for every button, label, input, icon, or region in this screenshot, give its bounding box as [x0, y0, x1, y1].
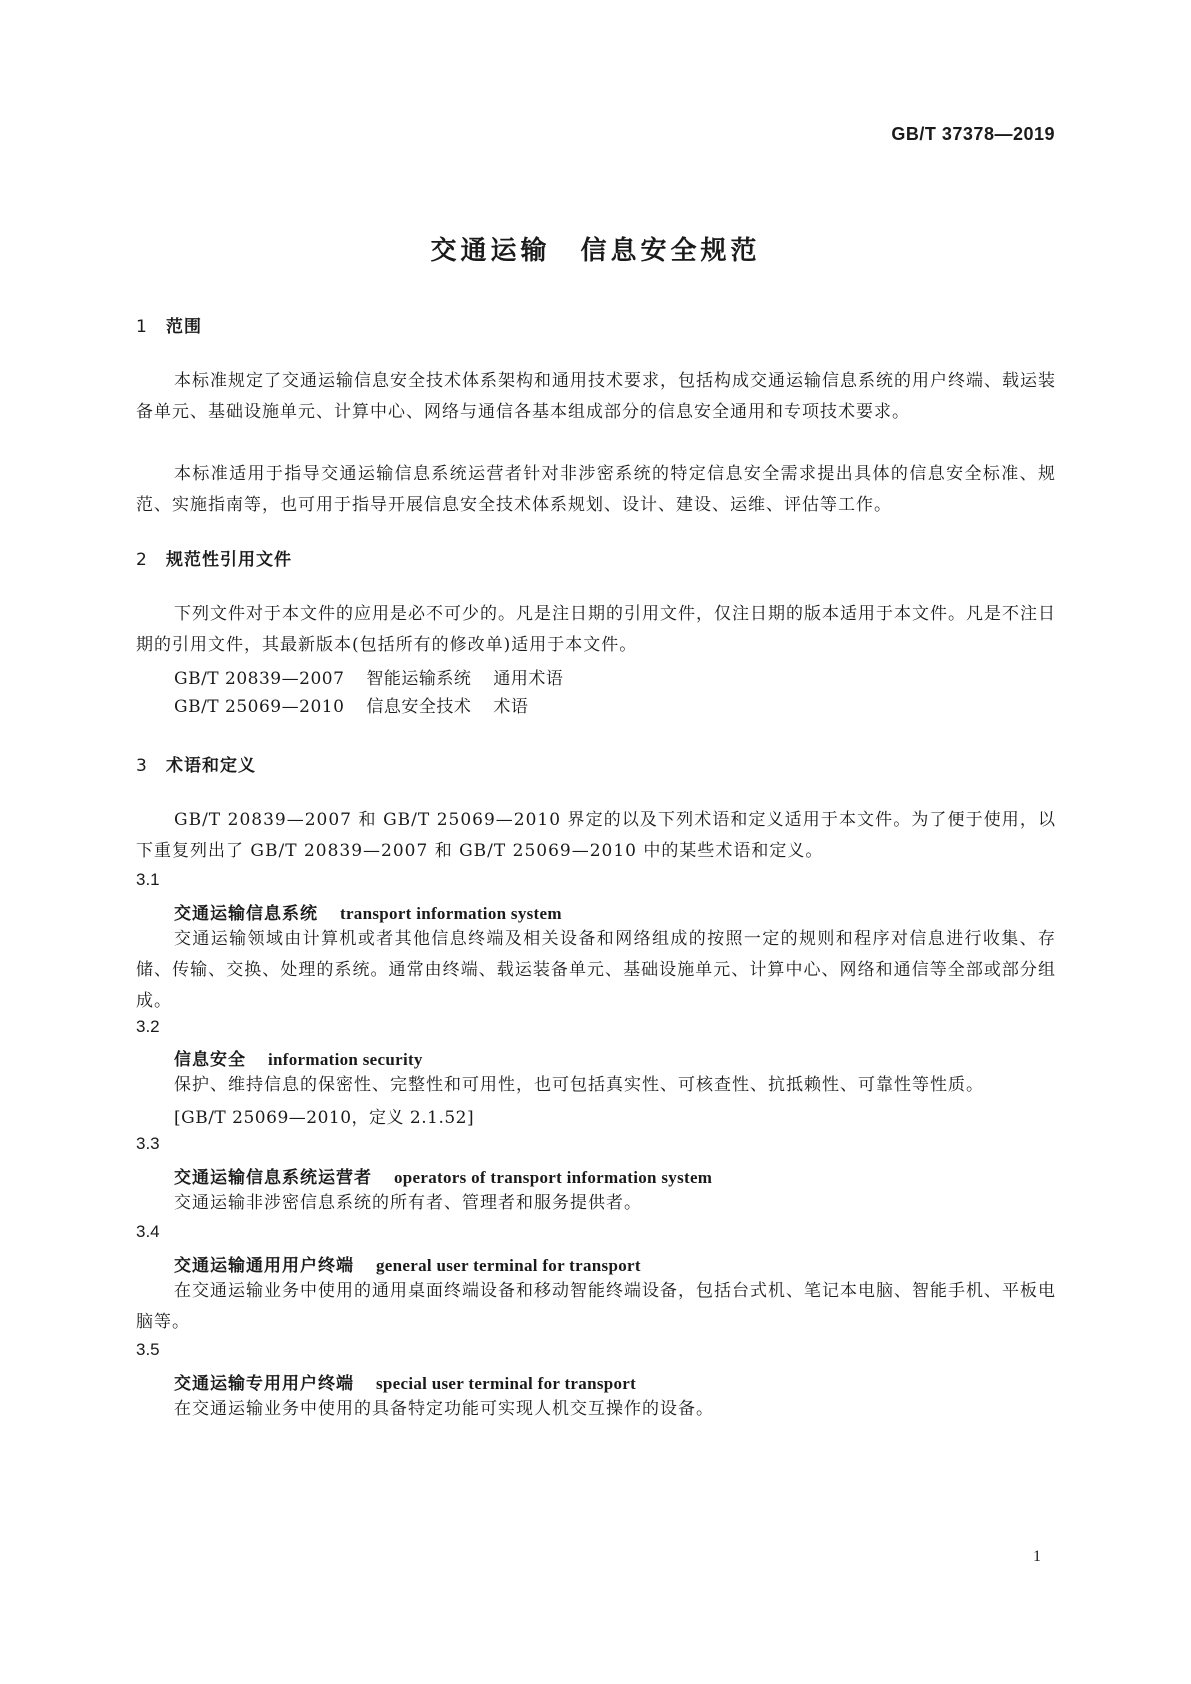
- section-2-paragraph: 下列文件对于本文件的应用是必不可少的。凡是注日期的引用文件，仅注日期的版本适用于本文件。凡是不注日期的引用文件，其最新版本(包括所有的修改单)适用于本文件。: [136, 604, 1056, 655]
- term-definition: 交通运输非涉密信息系统的所有者、管理者和服务提供者。: [174, 1193, 642, 1213]
- reference-subtitle: 通用术语: [493, 669, 564, 689]
- term-zh: 交通运输信息系统: [174, 904, 318, 924]
- section-1-paragraph-1: 本标准规定了交通运输信息安全技术体系架构和通用技术要求，包括构成交通运输信息系统的用户终端、载运装备单元、基础设施单元、计算中心、网络与通信各基本组成部分的信息安全通用和专项技术要求。: [136, 371, 1056, 422]
- term-zh: 交通运输通用用户终端: [174, 1256, 354, 1276]
- section-3-heading: [136, 751, 256, 776]
- term-en: transport information system: [340, 904, 562, 923]
- reference-item: [174, 664, 563, 689]
- term-heading: [174, 899, 562, 924]
- term-number: 3.3: [136, 1134, 160, 1153]
- section-number: 2: [136, 550, 148, 570]
- term-definition: 在交通运输业务中使用的具备特定功能可实现人机交互操作的设备。: [174, 1399, 714, 1419]
- term-heading: [174, 1369, 636, 1394]
- section-title: 术语和定义: [166, 756, 256, 776]
- page-number: 1: [1033, 1548, 1041, 1565]
- section-3-paragraph: GB/T 20839—2007 和 GB/T 25069—2010 界定的以及下列术语和定义适用于本文件。为了便于使用，以下重复列出了 GB/T 20839—2007 和 GB/T 25069—2010 中的某些术语和定义。: [136, 810, 1056, 861]
- section-title: 规范性引用文件: [166, 550, 292, 570]
- term-zh: 交通运输信息系统运营者: [174, 1168, 372, 1188]
- reference-title: 智能运输系统: [366, 669, 472, 689]
- term-en: special user terminal for transport: [376, 1374, 637, 1393]
- section-1-heading: [136, 312, 202, 337]
- term-definition: 保护、维持信息的保密性、完整性和可用性，也可包括真实性、可核查性、抗抵赖性、可靠性等性质。: [174, 1075, 984, 1095]
- term-heading: [174, 1045, 423, 1070]
- term-number: 3.2: [136, 1017, 160, 1036]
- reference-code: GB/T 20839—2007: [174, 669, 345, 689]
- section-number: 3: [136, 756, 148, 776]
- reference-code: GB/T 25069—2010: [174, 697, 345, 717]
- reference-item: [174, 692, 528, 717]
- term-en: general user terminal for transport: [376, 1256, 641, 1275]
- section-number: 1: [136, 317, 148, 337]
- term-source: [GB/T 25069—2010，定义 2.1.52]: [174, 1108, 475, 1128]
- term-zh: 信息安全: [174, 1050, 246, 1070]
- term-en: operators of transport information system: [394, 1168, 713, 1187]
- term-number: 3.5: [136, 1340, 160, 1359]
- section-2-heading: [136, 545, 292, 570]
- term-number: 3.4: [136, 1222, 160, 1241]
- term-definition: 在交通运输业务中使用的通用桌面终端设备和移动智能终端设备，包括台式机、笔记本电脑、智能手机、平板电脑等。: [136, 1281, 1056, 1332]
- section-1-paragraph-2: 本标准适用于指导交通运输信息系统运营者针对非涉密系统的特定信息安全需求提出具体的信息安全标准、规范、实施指南等，也可用于指导开展信息安全技术体系规划、设计、建设、运维、评估等工作。: [136, 464, 1056, 515]
- document-title: 交通运输 信息安全规范: [430, 236, 761, 266]
- term-number: 3.1: [136, 870, 160, 889]
- section-title: 范围: [166, 317, 202, 337]
- reference-subtitle: 术语: [493, 697, 529, 717]
- term-heading: [174, 1163, 712, 1188]
- term-definition: 交通运输领域由计算机或者其他信息终端及相关设备和网络组成的按照一定的规则和程序对信息进行收集、存储、传输、交换、处理的系统。通常由终端、载运装备单元、基础设施单元、计算中心、网络和通信等全部或部分组成。: [136, 929, 1056, 1011]
- term-zh: 交通运输专用用户终端: [174, 1374, 354, 1394]
- term-heading: [174, 1251, 641, 1276]
- reference-title: 信息安全技术: [366, 697, 472, 717]
- standard-code: GB/T 37378—2019: [891, 124, 1055, 144]
- term-en: information security: [268, 1050, 423, 1069]
